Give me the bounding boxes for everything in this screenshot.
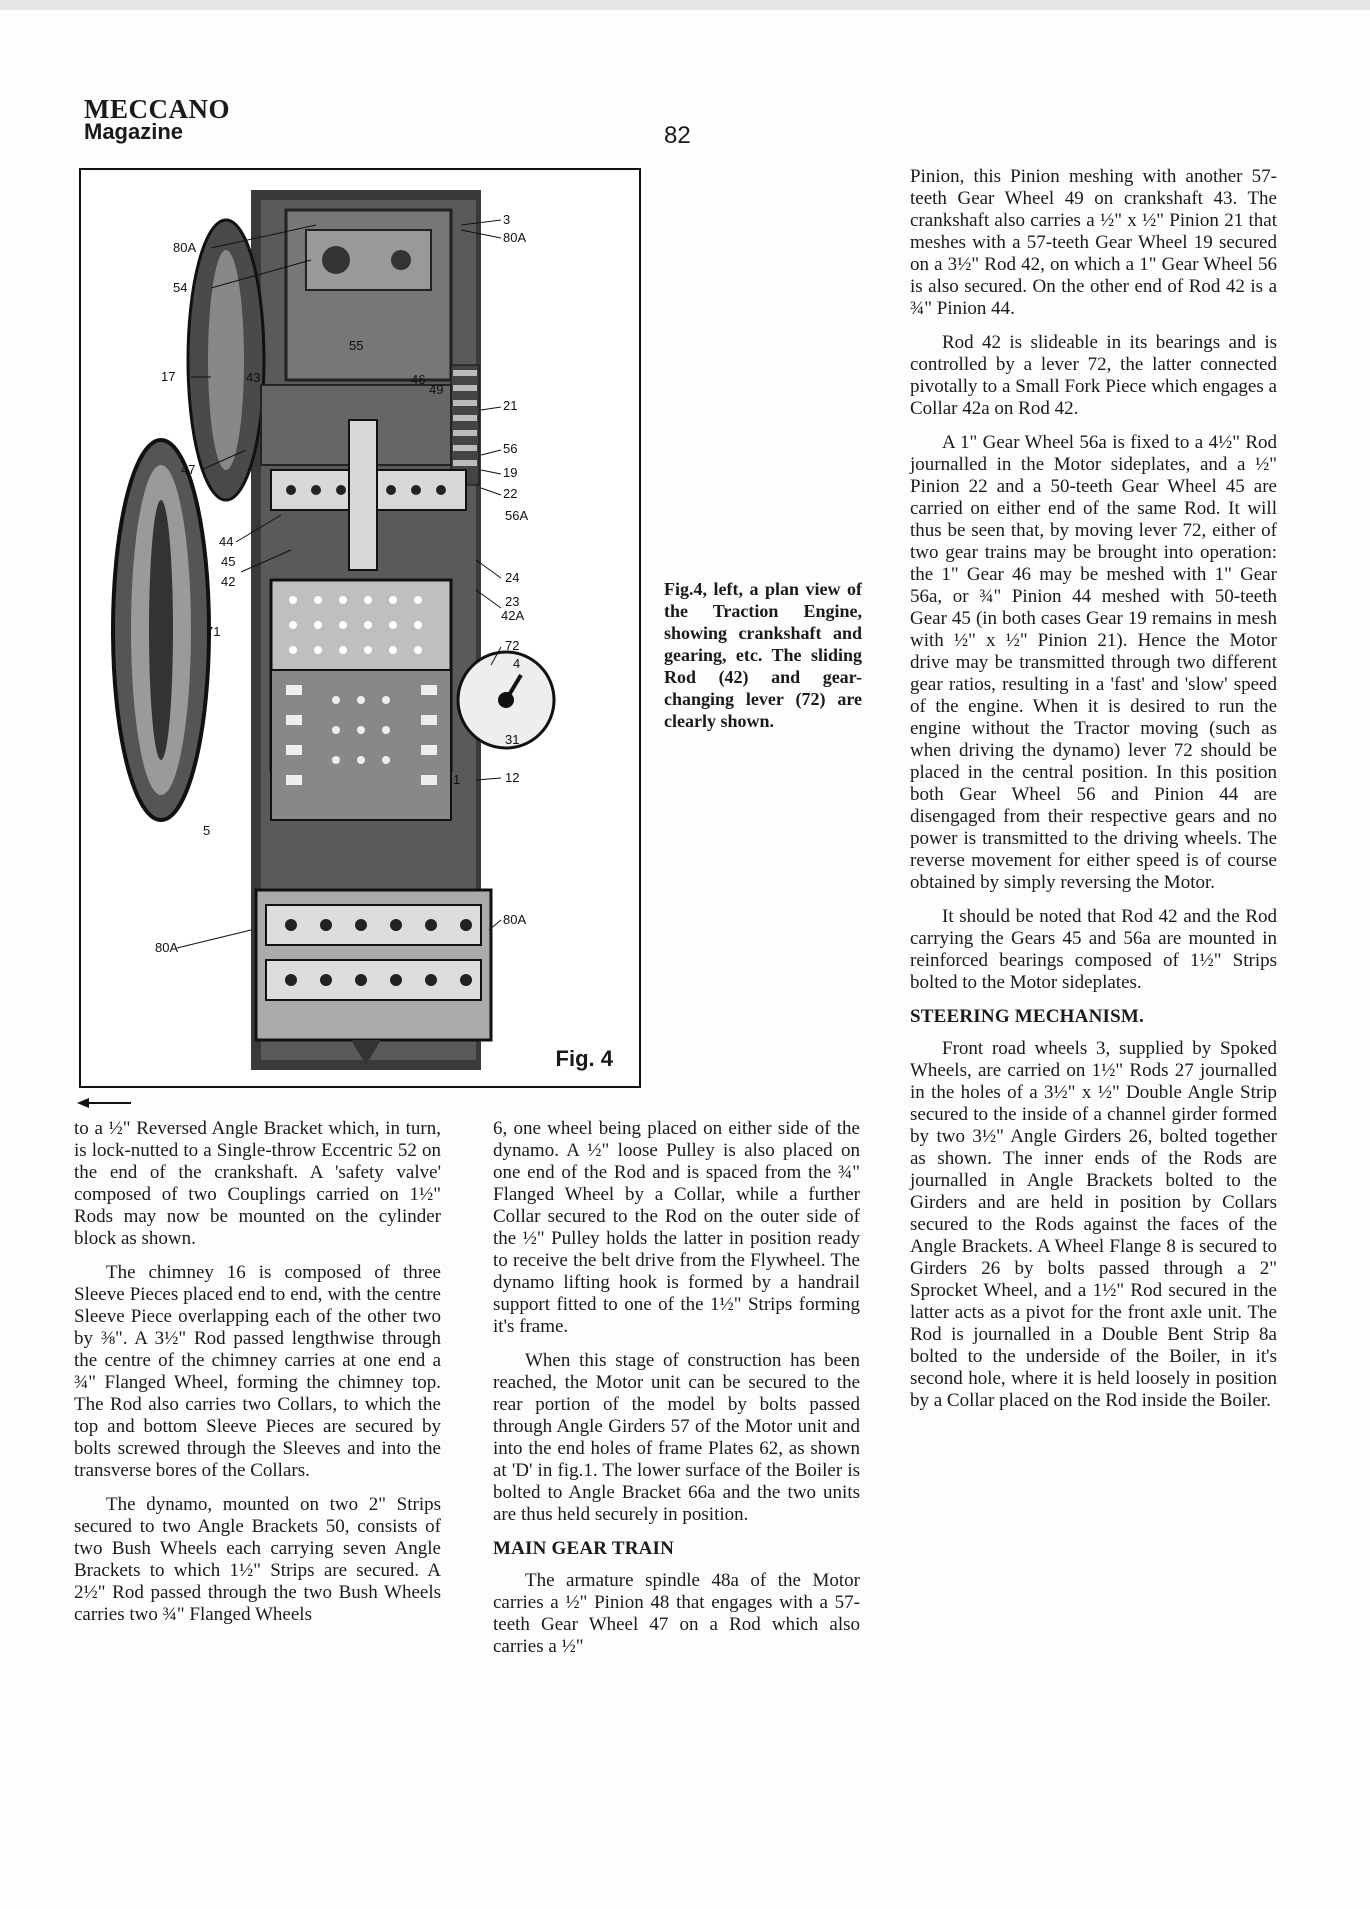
valve <box>391 250 411 270</box>
page-number: 82 <box>664 122 691 149</box>
lever-72 <box>349 420 377 570</box>
arrow-left-icon <box>77 1096 131 1110</box>
scan-top-edge <box>0 0 1370 10</box>
figure-callout-label: 42 <box>221 574 236 589</box>
paragraph: The chimney 16 is composed of three Sleeve Pieces placed end to end, with the centre Sleeve Piece overlapping each of the other two by ⅜". A 3½" Rod passed lengthwise through the centre of the chimney carries at one end a ¾" Flanged Wheel, forming the chimney top. The Rod also carries two Collars, to which the top and bottom Sleeve Pieces are secured by bolts screwed through the Sleeves and into the transverse bores of the Collars. <box>74 1262 441 1481</box>
figure-callout-label: 47 <box>181 462 196 477</box>
figure-callout-label: 5 <box>203 823 211 838</box>
chimney-top <box>322 246 350 274</box>
paragraph: When this stage of construction has been reached, the Motor unit can be secured to the rear portion of the model by bolts passed through Angle Girders 57 of the Motor unit and into the end holes of frame Plates 62, as shown at 'D' in fig.1. The lower surface of the Boiler is bolted to Angle Bracket 66a and the two units are thus held securely in position. <box>493 1350 860 1525</box>
paragraph: Pinion, this Pinion meshing with another 57-teeth Gear Wheel 49 on crankshaft 43. The crankshaft also carries a ½" x ½" Pinion 21 that meshes with a 57-teeth Gear Wheel 19 secured on a 3½" Rod 42, on which a 1" Gear Wheel 56 is also secured. On the other end of Rod 42 is a ¾" Pinion 44. <box>910 166 1277 319</box>
figure-callout-label: 1 <box>453 772 461 787</box>
figure-callout-label: 71 <box>206 624 221 639</box>
text-column-1 <box>74 1118 441 1638</box>
figure-4 <box>79 168 641 1088</box>
figure-label: Fig. 4 <box>555 1046 613 1071</box>
paragraph: The dynamo, mounted on two 2" Strips secured to two Angle Brackets 50, consists of two Bush Wheels each carrying seven Angle Brackets to which 1½" Strips are secured. A 2½" Rod passed through the two Bush Wheels carries two ¾" Flanged Wheels <box>74 1494 441 1625</box>
section-heading: MAIN GEAR TRAIN <box>493 1538 675 1559</box>
figure-callout-label: 3 <box>503 212 511 227</box>
figure-callout-label: 21 <box>503 398 518 413</box>
figure-callout-label: 55 <box>349 338 364 353</box>
figure-callout-label: 46 <box>411 372 426 387</box>
figure-callout-label: 80A <box>173 240 197 255</box>
paragraph: Rod 42 is slideable in its bearings and is controlled by a lever 72, the latter connected pivotally to a Small Fork Piece which engages a Collar 42a on Rod 42. <box>910 332 1277 419</box>
figure-callout-label: 12 <box>505 770 520 785</box>
masthead-subtitle: Magazine <box>84 119 184 144</box>
figure-caption: Fig.4, left, a plan view of the Traction Engine, showing crankshaft and gearing, etc. The sliding Rod (42) and gear-changing lever (72) are clearly shown. <box>664 579 862 731</box>
figure-callout-label: 4 <box>513 656 521 671</box>
text-column-2 <box>493 1118 860 1670</box>
figure-callout-label: 45 <box>221 554 236 569</box>
figure-callout-label: 23 <box>505 594 520 609</box>
figure-callout-label: 56A <box>505 508 529 523</box>
flywheel-face <box>208 250 244 470</box>
paragraph: It should be noted that Rod 42 and the Rod carrying the Gears 45 and 56a are mounted in reinforced bearings composed of 1½" Strips bolted to the Motor sideplates. <box>910 906 1277 993</box>
gear-train <box>451 365 479 485</box>
paragraph: The armature spindle 48a of the Motor carries a ½" Pinion 48 that engages with a 57-teeth Gear Wheel 47 on a Rod which also carries a ½" <box>493 1570 860 1657</box>
paragraph: Front road wheels 3, supplied by Spoked Wheels, are carried on 1½" Rods 27 journalled in the holes of a 3½" x ½" Double Angle Strip secured to the inside of a channel girder formed by two 3½" Angle Girders 26, bolted together as shown. The inner ends of the Rods are journalled in Angle Brackets bolted to the Girders and are held in position by Collars secured to the Rods against the faces of the Angle Brackets. A Wheel Flange 8 is secured to Girders 26 by bolts passed through a 2" Sprocket Wheel, and a 1½" Rod secured in the latter acts as a pivot for the front axle unit. The Rod is journalled in a Double Bent Strip 8a bolted to the underside of the Boiler, in it's second hole, where it is held loosely in position by a Collar placed on the Rod inside the Boiler. <box>910 1038 1277 1411</box>
paragraph: 6, one wheel being placed on either side of the dynamo. A ½" loose Pulley is also placed on one end of the Rod and is spaced from the ¾" Flanged Wheel by a Collar, while a further Collar secured to the Rod on the outer side of the ½" Pulley holds the latter in position ready to receive the belt drive from the Flywheel. The dynamo lifting hook is formed by a handrail support fitted to one of the 1½" Strips forming it's frame. <box>493 1118 860 1337</box>
figure-callout-label: 42A <box>501 608 525 623</box>
figure-callout-label: 17 <box>161 369 176 384</box>
figure-callout-label: 44 <box>219 534 234 549</box>
figure-callout-label: 43 <box>246 370 261 385</box>
figure-callout-label: 80A <box>503 230 527 245</box>
figure-callout-label: 19 <box>503 465 518 480</box>
section-heading: STEERING MECHANISM. <box>910 1006 1144 1027</box>
figure-callout-label: 31 <box>505 732 520 747</box>
figure-callout-label: 56 <box>503 441 518 456</box>
masthead-title: MECCANO <box>84 94 230 124</box>
traction-engine-illustration <box>81 170 639 1086</box>
figure-callout-label: 24 <box>505 570 520 585</box>
driving-wheel-hub <box>149 500 173 760</box>
text-column-3 <box>910 166 1277 1424</box>
masthead <box>84 96 230 143</box>
paragraph: to a ½" Reversed Angle Bracket which, in turn, is lock-nutted to a Single-throw Eccentric 52 on the end of the crankshaft. A 'safety valve' composed of two Couplings carried on 1½" Rods may now be mounted on the cylinder block as shown. <box>74 1118 441 1249</box>
figure-callout-label: 54 <box>173 280 188 295</box>
figure-callout-label: 22 <box>503 486 518 501</box>
figure-callout-label: 49 <box>429 382 444 397</box>
figure-callout-label: 80A <box>503 912 527 927</box>
figure-callout-label: 72 <box>505 638 520 653</box>
paragraph: A 1" Gear Wheel 56a is fixed to a 4½" Rod journalled in the Motor sideplates, and a ½" Pinion 22 and a 50-teeth Gear Wheel 45 are carried on either end of the same Rod. It will thus be seen that, by moving lever 72, either of two gear trains may be brought into operation: the 1" Gear 46 may be meshed with 1" Gear 56a, or ¾" Pinion 44 meshed with 50-teeth Gear 45 (in both cases Gear 19 remains in mesh with ½" x ½" Pinion 21). Hence the Motor drive may be transmitted through two different gear ratios, resulting in a 'fast' and 'slow' speed of the engine. When it is desired to run the engine without the Tractor moving (such as when driving the dynamo) lever 72 should be placed in the central position. In this position both Gear Wheel 56 and Pinion 44 are disengaged from their respective gears and no power is transmitted to the driving wheels. The reverse movement for either speed is of course obtained by simply reversing the Motor. <box>910 432 1277 893</box>
figure-callout-label: 80A <box>155 940 179 955</box>
